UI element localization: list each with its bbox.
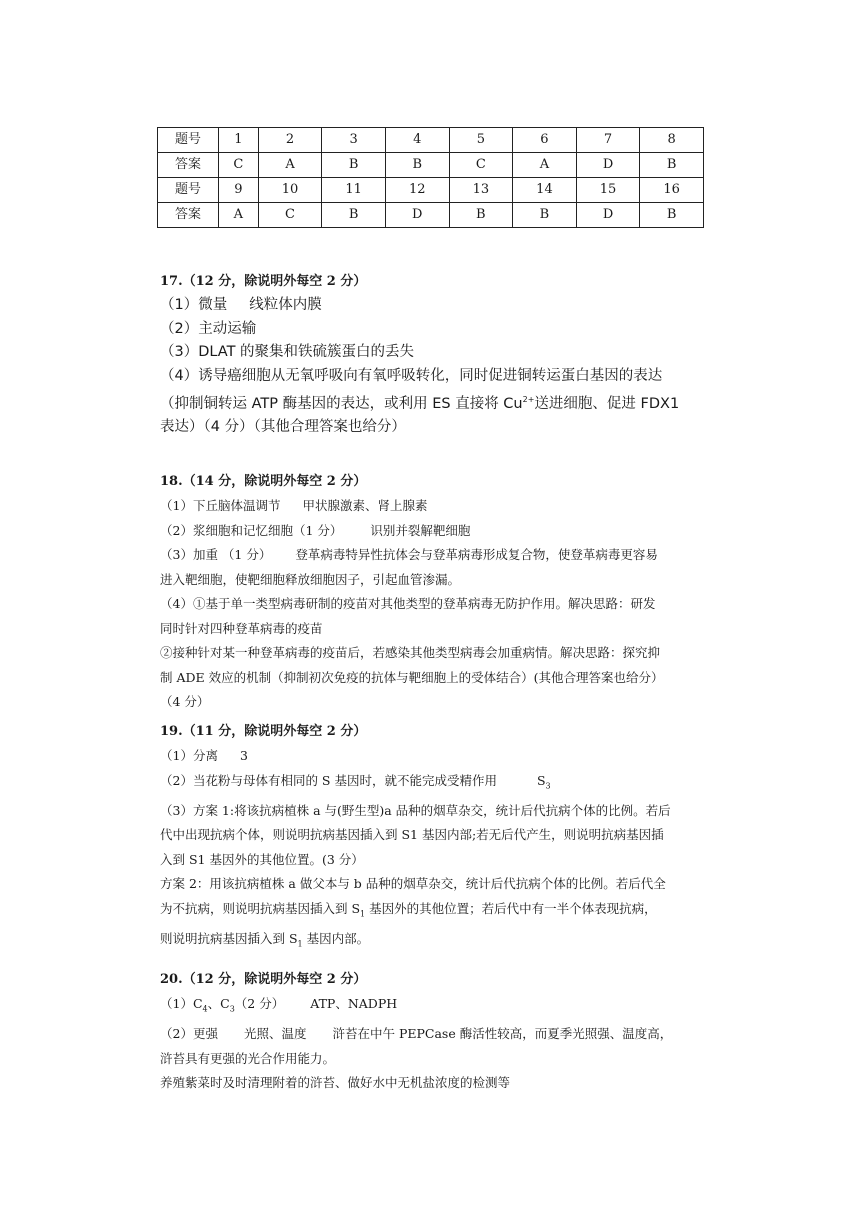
q20-answer-1a: （1）C xyxy=(160,996,203,1011)
question-20 xyxy=(160,970,720,1096)
q17-line-6: 表达）（4 分）（其他合理答案也给分） xyxy=(160,419,406,436)
q18-answer-3a: （3）加重 （1 分） xyxy=(160,547,272,562)
q20-answer-2c: 浒苔在中午 PEPCase 酶活性较高，而夏季光照强、温度高， xyxy=(332,1026,673,1041)
answer-table-cell: A xyxy=(513,153,577,178)
q19-line-7b: 基因外的其他位置；若后代中有一半个体表现抗病， xyxy=(365,900,657,916)
q20-c4-sub: 4 xyxy=(202,1004,208,1014)
q17-answer-1a: （1）微量 xyxy=(160,297,228,313)
answer-table-cell: 12 xyxy=(385,178,449,203)
answer-table-cell: A xyxy=(219,203,259,228)
q20-answer-2b: 光照、温度 xyxy=(243,1026,307,1041)
question-17 xyxy=(160,272,720,440)
q17-answer-1b: 线粒体内膜 xyxy=(249,297,322,313)
answer-table-cell: 3 xyxy=(322,128,386,153)
q19-line-7 xyxy=(160,897,720,927)
q20-c3-sub: 3 xyxy=(229,1004,235,1014)
q18-line-6: 同时针对四种登革病毒的疫苗 xyxy=(160,620,323,636)
q17-line-1 xyxy=(160,294,720,318)
answer-table-cell: B xyxy=(385,153,449,178)
answer-table-cell: B xyxy=(322,203,386,228)
question-18 xyxy=(160,472,720,715)
q17-line-5b: 送进细胞、促进 FDX1 xyxy=(534,395,680,412)
answer-table-cell: B xyxy=(322,153,386,178)
q17-line-3: （3）DLAT 的聚集和铁硫簇蛋白的丢失 xyxy=(160,344,415,360)
q17-line-5 xyxy=(160,388,720,416)
answer-table-cell: 1 xyxy=(219,128,259,153)
q19-answer-2a: （2）当花粉与母体有相同的 S 基因时，就不能完成受精作用 xyxy=(160,772,497,788)
q20-answer-1b: 、C xyxy=(207,996,230,1011)
q18-answer-3b: 登革病毒特异性抗体会与登革病毒形成复合物，使登革病毒更容易 xyxy=(295,547,658,562)
q18-line-8: 制 ADE 效应的机制（抑制初次免疫的抗体与靶细胞上的受体结合）(其他合理答案也给分） xyxy=(160,669,664,685)
q19-line-7a: 为不抗病，则说明抗病基因插入到 S xyxy=(160,900,361,916)
answer-table-cell: 9 xyxy=(219,178,259,203)
answer-table-row xyxy=(158,178,704,203)
q17-line-4: （4）诱导癌细胞从无氧呼吸向有氧呼吸转化，同时促进铜转运蛋白基因的表达 xyxy=(160,367,663,384)
q19-line-8 xyxy=(160,927,720,957)
q18-answer-1b: 甲状腺激素、肾上腺素 xyxy=(302,498,428,513)
q20-answer-1d: ATP、NADPH xyxy=(310,996,398,1011)
q19-line-8-sub: 1 xyxy=(297,939,303,948)
answer-table-cell: 6 xyxy=(513,128,577,153)
q20-line-1 xyxy=(160,992,720,1022)
answer-table-row-label: 答案 xyxy=(158,203,219,228)
q17-line-5a: （抑制铜转运 ATP 酶基因的表达，或利用 ES 直接将 Cu xyxy=(160,395,523,412)
answer-table-cell: C xyxy=(449,153,513,178)
answer-table-cell: 13 xyxy=(449,178,513,203)
q19-line-6: 方案 2：用该抗病植株 a 做父本与 b 品种的烟草杂交，统计后代抗病个体的比例。若后代全 xyxy=(160,876,666,891)
answer-table-cell: 15 xyxy=(576,178,640,203)
q19-title: 19.（11 分，除说明外每空 2 分） xyxy=(160,724,367,739)
answer-table-cell: 14 xyxy=(513,178,577,203)
q20-answer-2a: （2）更强 xyxy=(160,1026,218,1041)
q19-answer-2b-sub: 3 xyxy=(545,781,551,790)
q20-answer-1c: （2 分） xyxy=(234,996,285,1011)
q19-answer-1b: 3 xyxy=(239,748,248,763)
answer-table-cell: C xyxy=(258,203,322,228)
answer-table-cell: 11 xyxy=(322,178,386,203)
q19-line-8b: 基因内部。 xyxy=(302,930,370,946)
q18-line-1 xyxy=(160,494,720,519)
answer-table-cell: C xyxy=(219,153,259,178)
answer-table-cell: 2 xyxy=(258,128,322,153)
answer-table-cell: B xyxy=(640,153,704,178)
q19-line-4: 代中出现抗病个体，则说明抗病基因插入到 S1 基因内部;若无后代产生，则说明抗病基因插 xyxy=(160,827,664,842)
q19-line-7-sub: 1 xyxy=(360,909,366,918)
q19-answer-2b: S xyxy=(536,772,546,788)
answer-table-row xyxy=(158,203,704,228)
answer-table-cell: D xyxy=(576,153,640,178)
answer-table-cell: 7 xyxy=(576,128,640,153)
q18-answer-2b: 识别并裂解靶细胞 xyxy=(370,522,471,538)
q17-cu-charge: 2+ xyxy=(522,395,535,404)
q19-line-5: 入到 S1 基因外的其他位置。(3 分） xyxy=(160,851,364,867)
answer-table-row-label: 答案 xyxy=(158,153,219,178)
q18-answer-1a: （1）下丘脑体温调节 xyxy=(160,498,281,513)
answer-table-row-label: 题号 xyxy=(158,128,219,153)
answer-table-cell: B xyxy=(640,203,704,228)
q19-answer-1a: （1）分离 xyxy=(160,748,218,763)
q17-title: 17.（12 分，除说明外每空 2 分） xyxy=(160,274,367,289)
q19-line-1 xyxy=(160,744,720,769)
answer-table-cell: 4 xyxy=(385,128,449,153)
q18-line-3 xyxy=(160,543,720,568)
answer-table-row-label: 题号 xyxy=(158,178,219,203)
answer-table xyxy=(157,127,704,228)
q19-line-3: （3）方案 1:将该抗病植株 a 与(野生型)a 品种的烟草杂交，统计后代抗病个体的比例。若后 xyxy=(160,802,671,818)
question-19 xyxy=(160,722,720,957)
q19-line-8a: 则说明抗病基因插入到 S xyxy=(160,930,298,946)
answer-table-cell: 16 xyxy=(640,178,704,203)
answer-table-cell: D xyxy=(576,203,640,228)
answer-table-cell: B xyxy=(513,203,577,228)
q18-title: 18.（14 分，除说明外每空 2 分） xyxy=(160,474,367,489)
answer-table-row xyxy=(158,153,704,178)
q18-line-9: （4 分） xyxy=(160,694,210,709)
q17-line-2: （2）主动运输 xyxy=(160,320,257,337)
q19-line-2 xyxy=(160,769,720,799)
answer-table-cell: 10 xyxy=(258,178,322,203)
q18-answer-2a: （2）浆细胞和记忆细胞（1 分） xyxy=(160,522,343,538)
answer-table-cell: 8 xyxy=(640,128,704,153)
q20-line-3: 浒苔具有更强的光合作用能力。 xyxy=(160,1050,336,1066)
q20-title: 20.（12 分，除说明外每空 2 分） xyxy=(160,972,367,987)
q20-line-4: 养殖紫菜时及时清理附着的浒苔、做好水中无机盐浓度的检测等 xyxy=(160,1075,511,1090)
q20-line-2 xyxy=(160,1022,720,1047)
q18-line-5: （4）①基于单一类型病毒研制的疫苗对其他类型的登革病毒无防护作用。解决思路：研发 xyxy=(160,596,656,611)
q18-line-4: 进入靶细胞，使靶细胞释放细胞因子，引起血管渗漏。 xyxy=(160,571,461,587)
q18-line-7: ②接种针对某一种登革病毒的疫苗后，若感染其他类型病毒会加重病情。解决思路：探究抑 xyxy=(160,645,661,660)
q18-line-2 xyxy=(160,519,720,544)
answer-table-cell: D xyxy=(385,203,449,228)
answer-table-cell: 5 xyxy=(449,128,513,153)
answer-table-cell: B xyxy=(449,203,513,228)
answer-table-cell: A xyxy=(258,153,322,178)
answer-table-row xyxy=(158,128,704,153)
